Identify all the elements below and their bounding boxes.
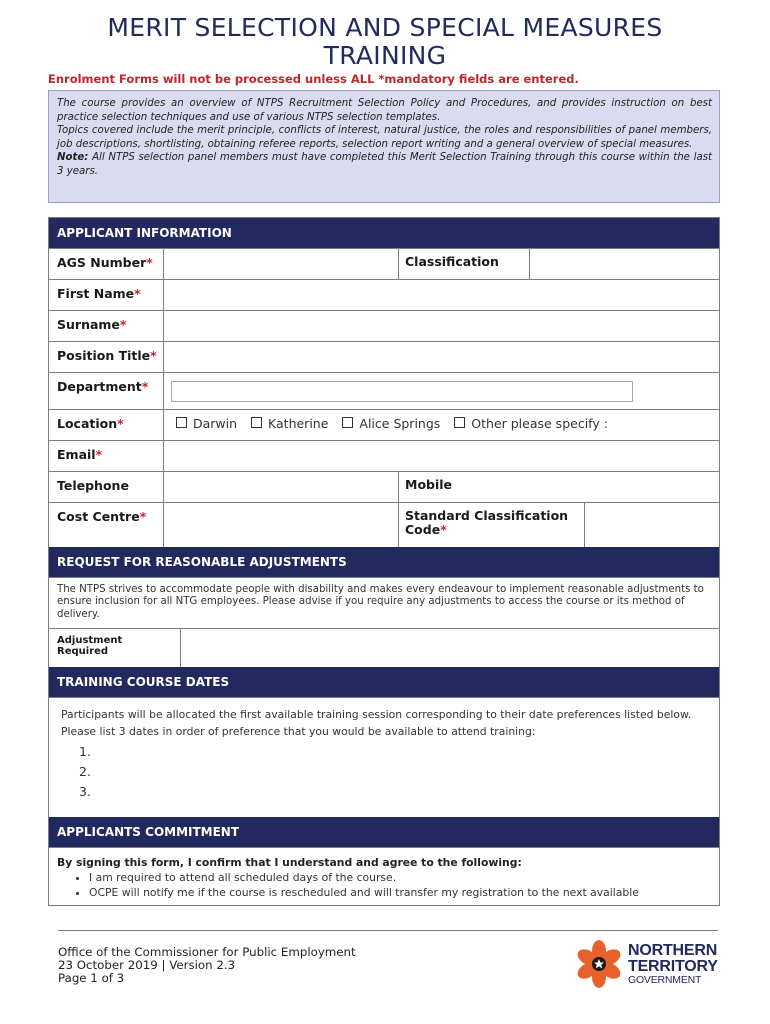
- intro-note: [57, 151, 712, 178]
- enrolment-form: [48, 217, 720, 906]
- training-dates-row: [49, 697, 719, 817]
- location-option-other[interactable]: Other please specify :: [454, 416, 608, 431]
- telephone-row: [49, 471, 719, 502]
- department-cell: [164, 373, 719, 409]
- cost-centre-field[interactable]: [164, 503, 398, 547]
- first-name-field[interactable]: [164, 280, 719, 310]
- ags-number-field[interactable]: [164, 249, 398, 279]
- commitment-lead: By signing this form, I confirm that I understand and agree to the following:: [57, 855, 522, 869]
- footer-office: Office of the Commissioner for Public Employment: [58, 945, 356, 959]
- adjustments-text: The NTPS strives to accommodate people with disability and makes every endeavour to implement reasonable adjustments to ensure inclusion for all NTG employees. Please advise if you require any adjustments to access the course or its method of delivery.: [57, 584, 704, 620]
- telephone-field[interactable]: [164, 472, 398, 502]
- dates-paragraph-1: Participants will be allocated the first available training session corresponding to their date preferences listed below.: [61, 707, 692, 721]
- intro-paragraph-1: The course provides an overview of NTPS Recruitment Selection Policy and Procedures, and provides instruction on best practice selection techniques and use of various NTPS selection templates.: [57, 98, 712, 123]
- footer: [58, 946, 356, 985]
- commitment-item: • OCPE will notify me if the course is rescheduled and will transfer my registration to the next available: [89, 885, 639, 900]
- classification-field[interactable]: [530, 249, 719, 279]
- adjustment-required-label: Adjustment Required: [49, 629, 181, 667]
- page-title: [0, 14, 770, 70]
- ags-number-label: AGS Number*: [49, 249, 164, 279]
- email-field[interactable]: [164, 441, 719, 471]
- footer-divider: [58, 930, 718, 931]
- date-preference-2[interactable]: 2.: [79, 763, 91, 779]
- checkbox-icon[interactable]: [342, 417, 353, 428]
- commitment-row: [49, 847, 719, 905]
- cost-centre-label: Cost Centre*: [49, 503, 164, 547]
- ags-row: [49, 248, 719, 279]
- location-option-darwin[interactable]: Darwin: [176, 416, 237, 431]
- logo-wordmark: [628, 943, 718, 986]
- adjustment-required-row: [49, 628, 719, 667]
- footer-date-version: 23 October 2019 | Version 2.3: [58, 958, 236, 972]
- std-classification-code-label: Standard Classification Code*: [398, 503, 585, 547]
- commitment-item: • I am required to attend all scheduled days of the course.: [89, 870, 639, 885]
- std-classification-code-field[interactable]: [585, 503, 719, 547]
- department-label: Department*: [49, 373, 164, 409]
- date-preference-1[interactable]: 1.: [79, 743, 91, 759]
- surname-label: Surname*: [49, 311, 164, 341]
- date-preference-3[interactable]: 3.: [79, 783, 91, 799]
- first-name-row: [49, 279, 719, 310]
- title-line-1: MERIT SELECTION AND SPECIAL MEASURES: [107, 13, 663, 42]
- location-option-katherine[interactable]: Katherine: [251, 416, 328, 431]
- course-intro-box: [48, 90, 720, 203]
- surname-row: [49, 310, 719, 341]
- department-input[interactable]: [171, 381, 633, 402]
- location-label: Location*: [49, 410, 164, 440]
- dates-paragraph-2: Please list 3 dates in order of preference that you would be available to attend training:: [61, 724, 536, 738]
- training-dates-header: TRAINING COURSE DATES: [49, 667, 719, 697]
- note-text: All NTPS selection panel members must have completed this Merit Selection Training through this course within the last 3 years.: [57, 152, 712, 177]
- logo-line-1: NORTHERN: [628, 942, 718, 959]
- logo-line-2: TERRITORY: [628, 958, 718, 975]
- adjustments-text-row: [49, 577, 719, 628]
- mobile-label: Mobile: [398, 472, 530, 502]
- footer-page-number: Page 1 of 3: [58, 971, 125, 985]
- commitment-content: [49, 848, 649, 905]
- position-title-field[interactable]: [164, 342, 719, 372]
- checkbox-icon[interactable]: [176, 417, 187, 428]
- location-options: [164, 410, 719, 440]
- mandatory-warning: Enrolment Forms will not be processed unless ALL *mandatory fields are entered.: [48, 72, 579, 86]
- logo-line-3: GOVERNMENT: [628, 974, 702, 986]
- department-row: [49, 372, 719, 409]
- surname-field[interactable]: [164, 311, 719, 341]
- location-row: [49, 409, 719, 440]
- checkbox-icon[interactable]: [454, 417, 465, 428]
- cost-centre-row: [49, 502, 719, 547]
- position-title-label: Position Title*: [49, 342, 164, 372]
- note-label: Note:: [57, 152, 89, 164]
- checkbox-icon[interactable]: [251, 417, 262, 428]
- email-row: [49, 440, 719, 471]
- commitment-header: APPLICANTS COMMITMENT: [49, 817, 719, 847]
- adjustment-required-field[interactable]: [181, 629, 719, 667]
- mobile-field[interactable]: [530, 472, 719, 502]
- telephone-label: Telephone: [49, 472, 164, 502]
- location-option-alice-springs[interactable]: Alice Springs: [342, 416, 440, 431]
- classification-label: Classification: [398, 249, 530, 279]
- intro-paragraph-2: Topics covered include the merit principle, conflicts of interest, natural justice, the roles and responsibilities of panel members, job descriptions, shortlisting, obtaining referee reports, selection report writing and a general overview of special measures.: [57, 125, 712, 150]
- training-dates-content: [49, 698, 701, 817]
- position-title-row: [49, 341, 719, 372]
- first-name-label: First Name*: [49, 280, 164, 310]
- title-line-2: TRAINING: [323, 41, 447, 70]
- adjustments-header: REQUEST FOR REASONABLE ADJUSTMENTS: [49, 547, 719, 577]
- applicant-info-header: APPLICANT INFORMATION: [49, 218, 719, 248]
- email-label: Email*: [49, 441, 164, 471]
